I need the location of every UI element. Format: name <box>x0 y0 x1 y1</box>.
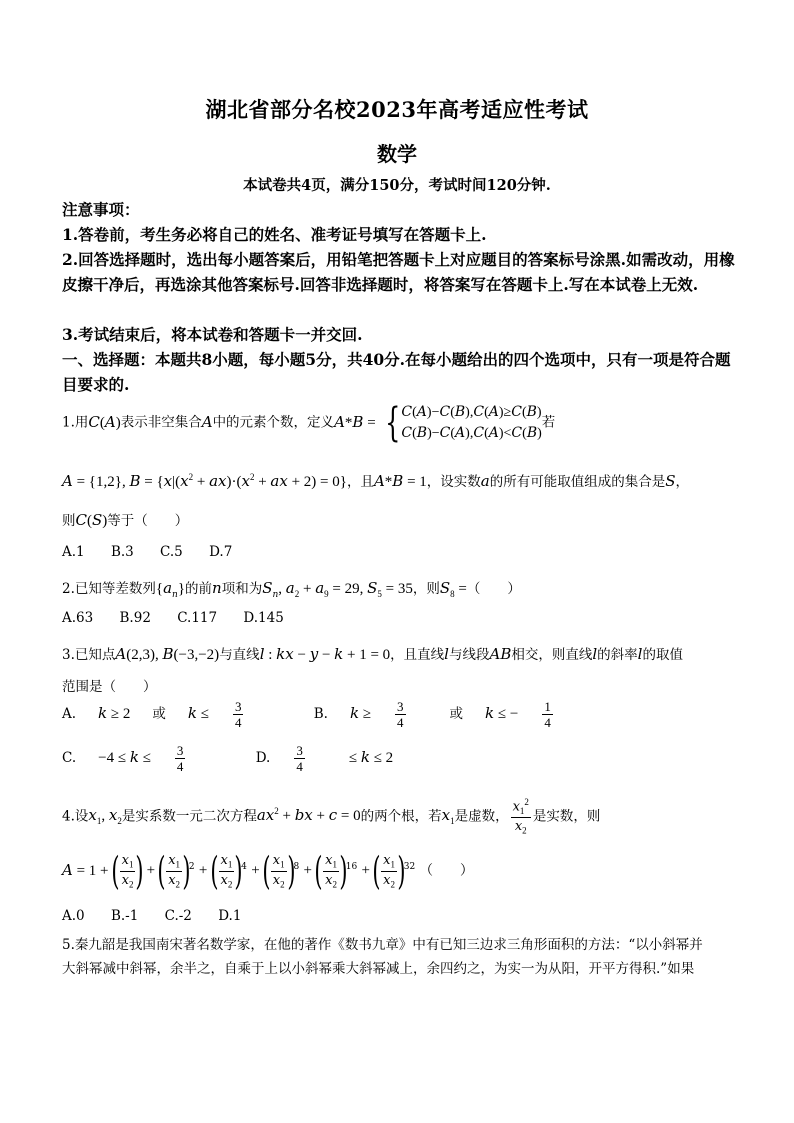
q1-option-b: B.3 <box>110 544 134 560</box>
exam-subject: 数学 <box>377 142 417 166</box>
q4-option-b: B.-1 <box>110 908 139 924</box>
q3-option-b: B. k ≥ $\frac{3}{4}$ 或 k ≤ − $\frac{1}{4}$ <box>313 699 551 730</box>
exam-info: 本试卷共4页，满分150分，考试时间120分钟. <box>243 177 551 194</box>
q2-option-c: C.117 <box>177 610 218 626</box>
question-4-line-1: 4.设$x_1$, $x_2$是实系数一元二次方程$ax^2$ + bx + c = 0的两个根，若$x_1$是虚数， $\frac{x_1^2}{x_2}$ 是实数，则 <box>62 797 601 836</box>
q4-option-a: A.0 <box>62 908 85 924</box>
q2-option-a: A.63 <box>62 610 94 626</box>
q1-option-c: C.5 <box>160 544 183 560</box>
question-5-line-2: 大斜幂减中斜幂，余半之，自乘于上以小斜幂乘大斜幂减上，余四约之，为实一为从阳，开平方得积.”如果 <box>62 961 695 977</box>
question-4-options <box>62 908 263 924</box>
q4-option-c: C.-2 <box>164 908 192 924</box>
question-1-line-3: 则C(S)等于（ ） <box>62 511 189 529</box>
exam-title: 湖北省部分名校2023年高考适应性考试 <box>205 97 589 122</box>
notice-item-3: 3.考试结束后，将本试卷和答题卡一并交回. <box>62 325 363 344</box>
q1-option-a: A.1 <box>62 544 85 560</box>
question-4-line-2: A = 1 + ( $\frac{x_1}{x_2}$ ) + ( $\frac{x_1}{x_2}$ )$^2$ + ( $\frac{x_1}{x_2}$ )$^4$ + ( $\frac{x_1}{x_2}$ )$^8$ + ( $\frac{x_1}{x_2}$ )$^{16}$ + ( $\frac{x_1}{x_2}$ )$^{32}$ （ ） <box>62 849 474 893</box>
question-3-line-1: 3.已知点A(2,3), B(−3,−2)与直线l : kx − y − k + 1 = 0，且直线l与线段AB相交，则直线l的斜率l的取值 <box>62 645 683 663</box>
notice-heading: 注意事项： <box>62 200 140 219</box>
section-1-heading: 一、选择题：本题共8小题，每小题5分，共40分.在每小题给出的四个选项中，只有一项是符合题目要求的. <box>62 350 731 394</box>
question-2: 2.已知等差数列$\{a_n\}$的前n项和为$S_n$, $a_2 + a_9 = 29$, $S_5 = 35$，则$S_8$ =（ ） <box>62 579 521 600</box>
question-1-line-1: 1.用C(A)表示非空集合A中的元素个数，定义A*B = {C(A)−C(B),C(A)≥C(B) C(B)−C(A),C(A)<C(B)若 <box>62 400 556 446</box>
notice-item-2: 2.回答选择题时，选出每小题答案后，用铅笔把答题卡上对应题目的答案标号涂黑.如需改动，用橡皮擦干净后，再选涂其他答案标号.回答非选择题时，将答案写在答题卡上.写在本试卷上无效. <box>62 250 735 294</box>
question-3-line-2: 范围是（ ） <box>62 679 157 695</box>
question-5-line-1: 5.秦九韶是我国南宋著名数学家，在他的著作《数书九章》中有已知三边求三角形面积的方法：“以小斜幂并 <box>62 937 703 953</box>
q4-option-d: D.1 <box>218 908 242 924</box>
notice-item-1: 1.答卷前，考生务必将自己的姓名、准考证号填写在答题卡上. <box>62 225 487 244</box>
q3-option-d: D. $\frac{3}{4}$ ≤ k ≤ 2 <box>255 743 394 774</box>
q3-option-a: A. k ≥ 2 或 k ≤ $\frac{3}{4}$ <box>62 699 242 730</box>
question-3-options-ab <box>62 700 619 729</box>
question-1-line-2: A = {1,2}, $B = \{x|(x^2 + ax)\cdot(x^2$ + ax + 2) = 0}，且A*B = 1，设实数a的所有可能取值组成的集合是S， <box>62 472 690 490</box>
q2-option-b: B.92 <box>119 610 151 626</box>
q1-option-d: D.7 <box>209 544 233 560</box>
question-2-options <box>62 610 306 626</box>
question-3-options-cd <box>62 744 437 773</box>
q2-option-d: D.145 <box>243 610 284 626</box>
q3-option-c: C. −4 ≤ k ≤ $\frac{3}{4}$ <box>62 743 184 774</box>
question-1-options <box>62 544 254 560</box>
